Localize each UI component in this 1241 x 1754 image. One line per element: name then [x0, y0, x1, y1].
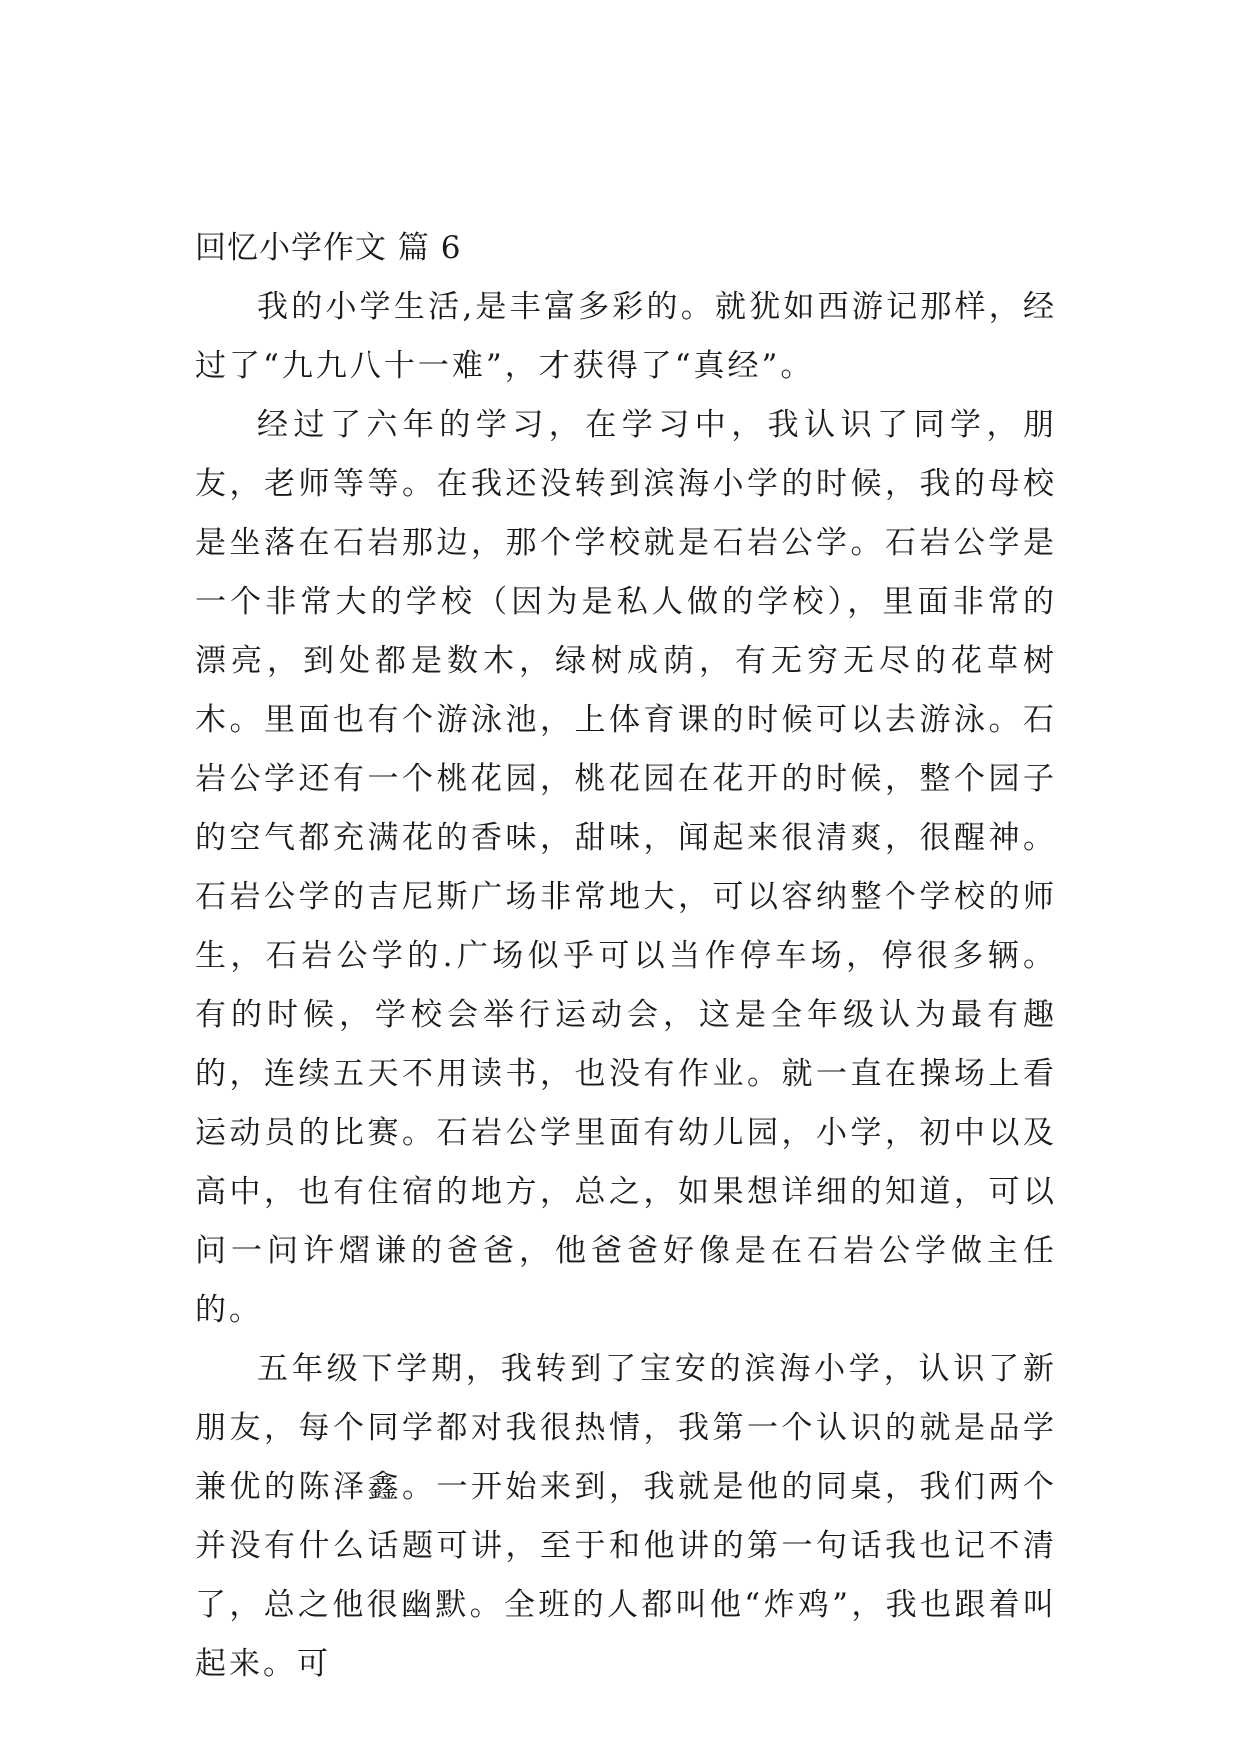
paragraph-3: 五年级下学期，我转到了宝安的滨海小学，认识了新朋友，每个同学都对我很热情，我第一个认识的就是品学兼优的陈泽鑫。一开始来到，我就是他的同桌，我们两个并没有什么话题可讲，至于和他讲的第一句话我也记不清了，总之他很幽默。全班的人都叫他“炸鸡”，我也跟着叫起来。可	[195, 1351, 1057, 1682]
document-page	[195, 218, 1057, 1694]
document-title: 回忆小学作文 篇 6	[195, 230, 462, 266]
paragraph-2: 经过了六年的学习，在学习中，我认识了同学，朋友，老师等等。在我还没转到滨海小学的时候，我的母校是坐落在石岩那边，那个学校就是石岩公学。石岩公学是一个非常大的学校（因为是私人做的学校），里面非常的漂亮，到处都是数木，绿树成荫，有无穷无尽的花草树木。里面也有个游泳池，上体育课的时候可以去游泳。石岩公学还有一个桃花园，桃花园在花开的时候，整个园子的空气都充满花的香味，甜味，闻起来很清爽，很醒神。石岩公学的吉尼斯广场非常地大，可以容纳整个学校的师生，石岩公学的.广场似乎可以当作停车场，停很多辆。有的时候，学校会举行运动会，这是全年级认为最有趣的，连续五天不用读书，也没有作业。就一直在操场上看运动员的比赛。石岩公学里面有幼儿园，小学，初中以及高中，也有住宿的地方，总之，如果想详细的知道，可以问一问许熠谦的爸爸，他爸爸好像是在石岩公学做主任的。	[195, 407, 1057, 1328]
paragraph-1: 我的小学生活,是丰富多彩的。就犹如西游记那样，经过了“九九八十一难”，才获得了“真经”。	[195, 289, 1057, 384]
